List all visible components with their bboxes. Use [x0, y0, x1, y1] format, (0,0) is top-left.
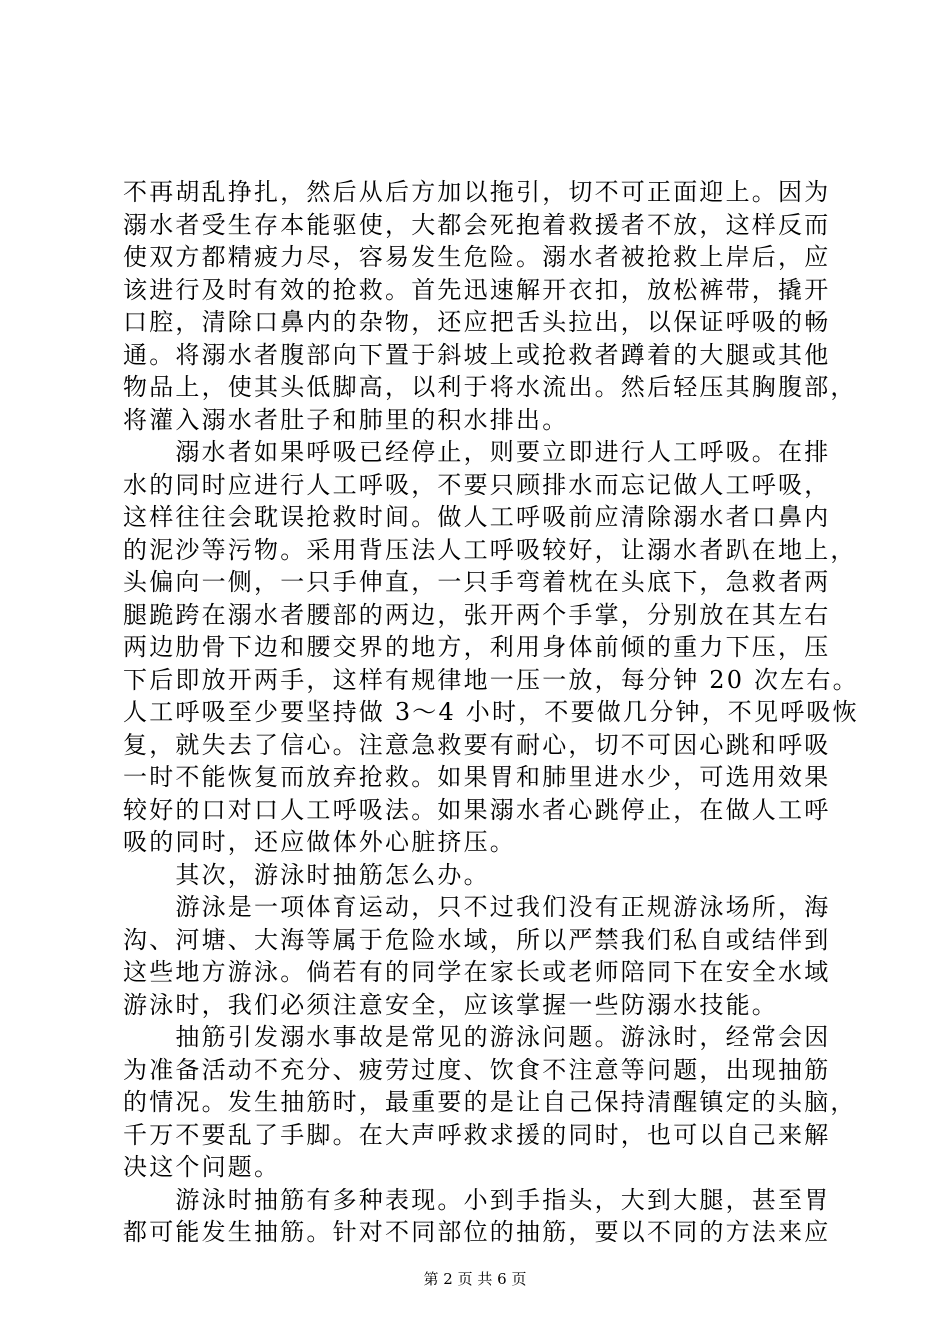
- text-line: 将灌入溺水者肚子和肺里的积水排出。: [123, 405, 569, 434]
- text-line: 为准备活动不充分、疲劳过度、饮食不注意等问题，出现抽筋: [123, 1055, 831, 1084]
- text-line: 复，就失去了信心。注意急救要有耐心，切不可因心跳和呼吸: [123, 730, 831, 759]
- text-line: 千万不要乱了手脚。在大声呼救求援的同时，也可以自己来解: [123, 1120, 831, 1149]
- text-line: 一时不能恢复而放弃抢救。如果胃和肺里进水少，可选用效果: [123, 763, 831, 791]
- text-line: 吸的同时，还应做体外心脏挤压。: [123, 828, 516, 856]
- text-line: 沟、河塘、大海等属于危险水域，所以严禁我们私自或结伴到: [123, 925, 831, 954]
- text-line: 使双方都精疲力尽，容易发生危险。溺水者被抢救上岸后，应: [123, 243, 831, 271]
- text-line: 的泥沙等污物。采用背压法人工呼吸较好，让溺水者趴在地上，: [123, 535, 857, 564]
- text-line: 物品上，使其头低脚高，以利于将水流出。然后轻压其胸腹部，: [123, 373, 857, 401]
- text-line: 下后即放开两手，这样有规律地一压一放，每分钟 20 次左右。: [123, 665, 859, 694]
- text-line: 溺水者如果呼吸已经停止，则要立即进行人工呼吸。在排: [123, 438, 831, 466]
- page-number-footer: 第 2 页 共 6 页: [423, 1270, 527, 1288]
- text-line: 头偏向一侧，一只手伸直，一只手弯着枕在头底下，急救者两: [123, 568, 831, 596]
- text-line: 该进行及时有效的抢救。首先迅速解开衣扣，放松裤带，撬开: [123, 275, 831, 304]
- text-line: 决这个问题。: [123, 1153, 281, 1181]
- text-line: 不再胡乱挣扎，然后从后方加以拖引，切不可正面迎上。因为: [123, 178, 831, 206]
- text-line: 腿跪跨在溺水者腰部的两边，张开两个手掌，分别放在其左右: [123, 600, 831, 629]
- text-line: 较好的口对口人工呼吸法。如果溺水者心跳停止，在做人工呼: [123, 795, 831, 824]
- text-line: 溺水者受生存本能驱使，大都会死抱着救援者不放，这样反而: [123, 210, 831, 239]
- body-text: [123, 176, 859, 1249]
- text-line: 抽筋引发溺水事故是常见的游泳问题。游泳时，经常会因: [123, 1023, 831, 1051]
- text-line: 人工呼吸至少要坚持做 3～4 小时，不要做几分钟，不见呼吸恢: [123, 698, 859, 726]
- text-line: 游泳时抽筋有多种表现。小到手指头，大到大腿，甚至胃: [123, 1185, 831, 1214]
- text-line: 都可能发生抽筋。针对不同部位的抽筋，要以不同的方法来应: [123, 1218, 831, 1246]
- text-line: 通。将溺水者腹部向下置于斜坡上或抢救者蹲着的大腿或其他: [123, 340, 831, 369]
- text-line: 两边肋骨下边和腰交界的地方，利用身体前倾的重力下压，压: [123, 633, 831, 661]
- text-line: 游泳是一项体育运动，只不过我们没有正规游泳场所，海: [123, 893, 831, 921]
- text-line: 这样往往会耽误抢救时间。做人工呼吸前应清除溺水者口鼻内: [123, 503, 831, 531]
- text-line: 的情况。发生抽筋时，最重要的是让自己保持清醒镇定的头脑，: [123, 1088, 857, 1116]
- text-line: 这些地方游泳。倘若有的同学在家长或老师陪同下在安全水域: [123, 958, 831, 986]
- text-line: 其次，游泳时抽筋怎么办。: [123, 860, 490, 889]
- text-line: 口腔，清除口鼻内的杂物，还应把舌头拉出，以保证呼吸的畅: [123, 308, 831, 336]
- text-line: 水的同时应进行人工呼吸，不要只顾排水而忘记做人工呼吸，: [123, 470, 831, 499]
- text-line: 游泳时，我们必须注意安全，应该掌握一些防溺水技能。: [123, 990, 778, 1019]
